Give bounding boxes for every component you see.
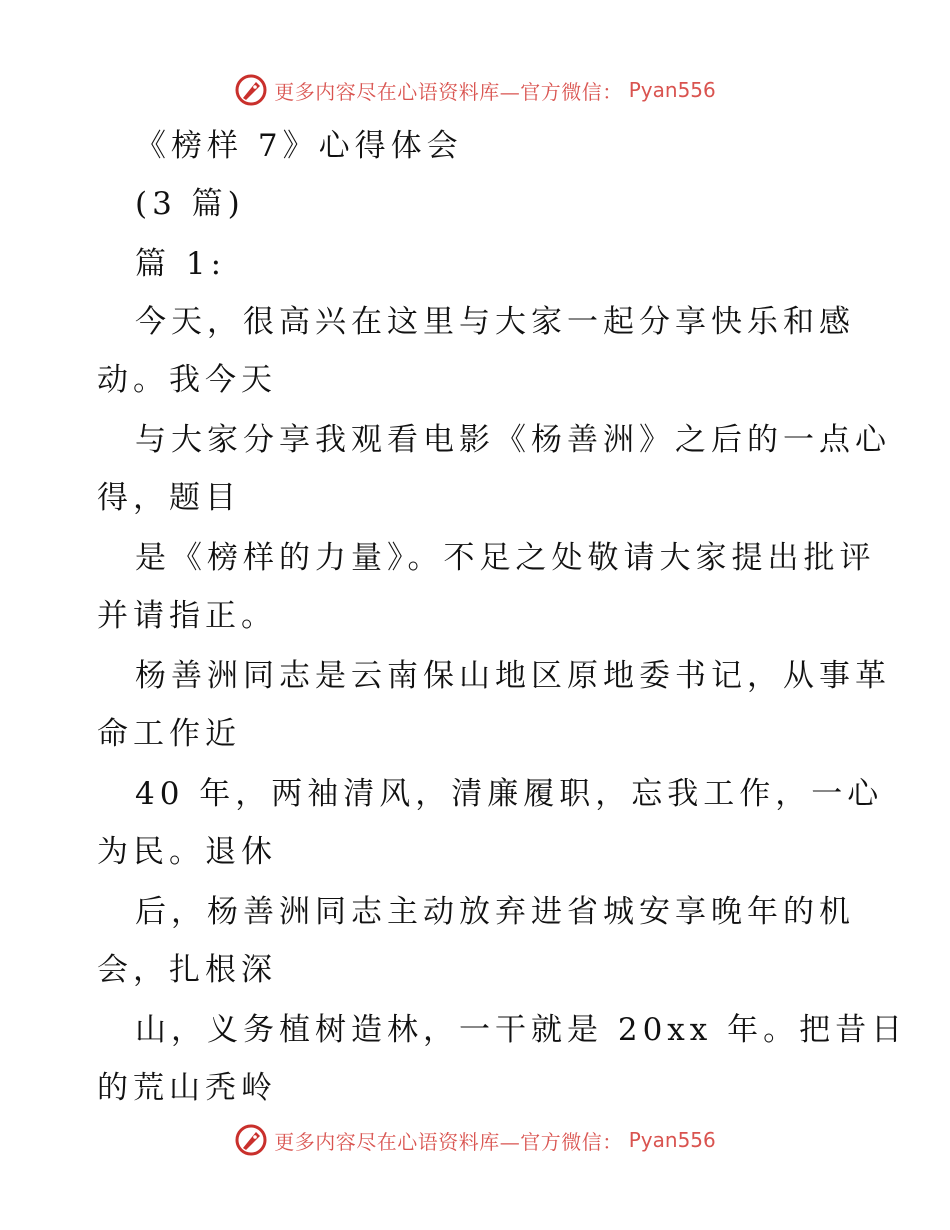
pen-nib-logo-icon bbox=[234, 73, 268, 107]
footer-banner bbox=[0, 1120, 950, 1160]
paragraph-line: 杨善洲同志是云南保山地区原地委书记，从事革 bbox=[135, 658, 891, 694]
banner-wechat-id: Pyan556 bbox=[628, 78, 716, 102]
paragraph-line: 为民。退休 bbox=[97, 834, 277, 870]
paragraph-line: 的荒山秃岭 bbox=[97, 1070, 277, 1106]
paragraph-line: 今天，很高兴在这里与大家一起分享快乐和感 bbox=[135, 304, 855, 340]
document-subtitle: (3 篇) bbox=[135, 186, 245, 222]
pen-nib-logo-icon bbox=[234, 1123, 268, 1157]
paragraph-line: 与大家分享我观看电影《杨善洲》之后的一点心 bbox=[135, 422, 891, 458]
section-heading: 篇 1: bbox=[135, 246, 227, 282]
paragraph-line: 动。我今天 bbox=[97, 362, 277, 398]
paragraph-line: 是《榜样的力量》。不足之处敬请大家提出批评 bbox=[135, 540, 876, 576]
banner-text: 更多内容尽在心语资料库—官方微信： bbox=[274, 79, 623, 104]
paragraph-line: 后，杨善洲同志主动放弃进省城安享晚年的机 bbox=[135, 894, 855, 930]
document-title: 《榜样 7》心得体会 bbox=[135, 128, 463, 164]
paragraph-line: 命工作近 bbox=[97, 716, 241, 752]
banner-wechat-id: Pyan556 bbox=[628, 1128, 716, 1152]
paragraph-line: 得，题目 bbox=[97, 480, 241, 516]
banner-text: 更多内容尽在心语资料库—官方微信： bbox=[274, 1129, 623, 1154]
paragraph-line: 40 年，两袖清风，清廉履职，忘我工作，一心 bbox=[135, 776, 884, 812]
paragraph-line: 会，扎根深 bbox=[97, 952, 277, 988]
paragraph-line: 并请指正。 bbox=[97, 598, 277, 634]
header-banner bbox=[0, 70, 950, 110]
paragraph-line: 山，义务植树造林，一干就是 20xx 年。把昔日 bbox=[135, 1012, 908, 1048]
